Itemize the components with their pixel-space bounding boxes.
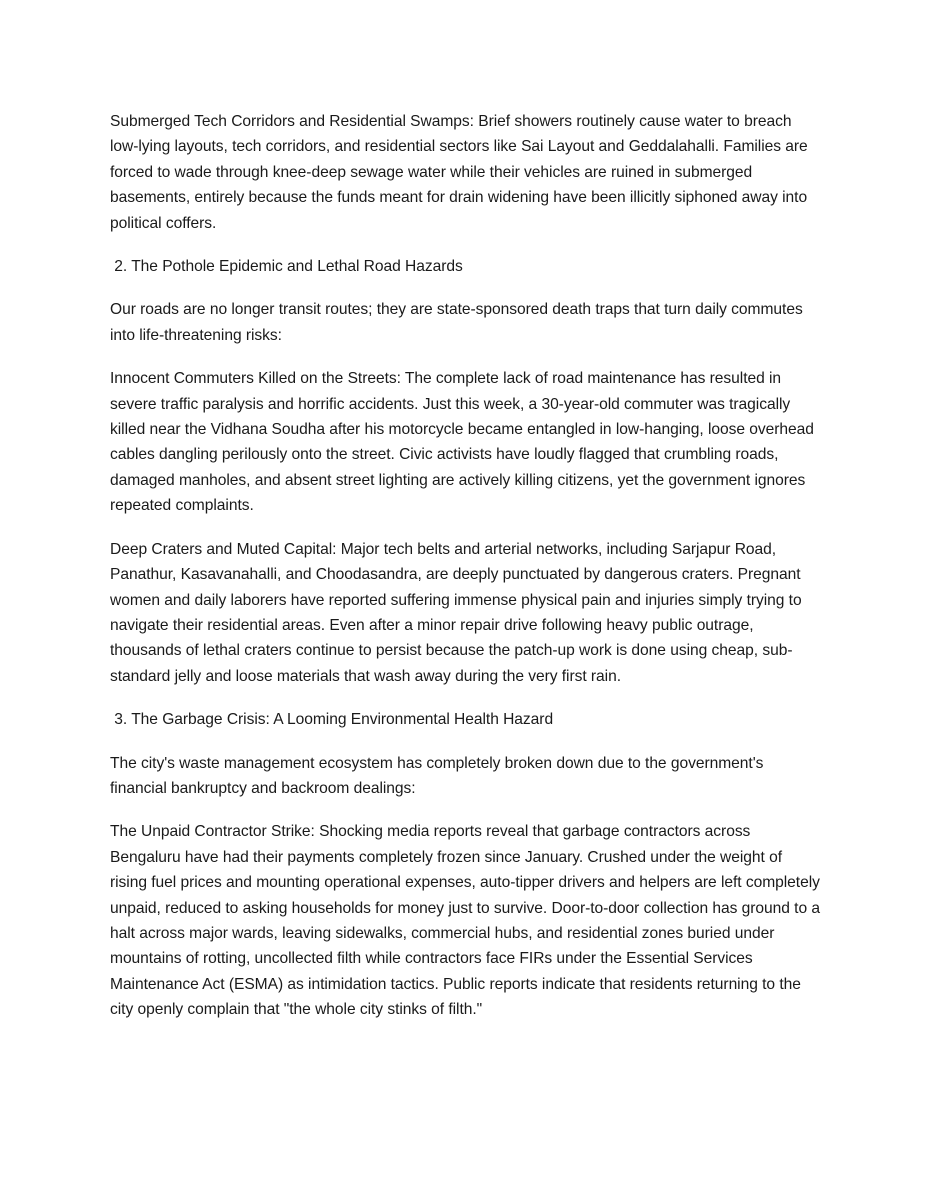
paragraph-deep-craters: Deep Craters and Muted Capital: Major tech belts and arterial networks, including Sarjapur Road, Panathur, Kasavanahalli, and Choodasandra, are deeply punctuated by dangerous craters. Pregnant women and daily laborers have reported suffering immense physical pain and injuries simply trying to navigate their residential areas. Even after a minor repair drive following heavy public outrage, thousands of lethal craters continue to persist because the patch-up work is done using cheap, sub-standard jelly and loose materials that wash away during the very first rain. [110, 540, 802, 685]
section-heading-pothole-epidemic: 2. The Pothole Epidemic and Lethal Road Hazards [110, 258, 463, 276]
paragraph-roads-intro: Our roads are no longer transit routes; they are state-sponsored death traps that turn daily commutes into life-threatening risks: [110, 301, 803, 344]
paragraph-unpaid-contractor-strike: The Unpaid Contractor Strike: Shocking media reports reveal that garbage contractors across Bengaluru have had their payments completely frozen since January. Crushed under the weight of rising fuel prices and mounting operational expenses, auto-tipper drivers and helpers are left completely unpaid, reduced to asking households for money just to survive. Door-to-door collection has ground to a halt across major wards, leaving sidewalks, commercial hubs, and residential zones buried under mountains of rotting, uncollected filth while contractors face FIRs under the Essential Services Maintenance Act (ESMA) as intimidation tactics. Public reports indicate that residents returning to the city openly complain that "the whole city stinks of filth." [110, 823, 820, 1019]
paragraph-commuters-killed: Innocent Commuters Killed on the Streets: The complete lack of road maintenance has resulted in severe traffic paralysis and horrific accidents. Just this week, a 30-year-old commuter was tragically killed near the Vidhana Soudha after his motorcycle became entangled in low-hanging, loose overhead cables dangling perilously onto the street. Civic activists have loudly flagged that crumbling roads, damaged manholes, and absent street lighting are actively killing citizens, yet the government ignores repeated complaints. [110, 370, 814, 515]
document-body [110, 109, 822, 1041]
paragraph-submerged-tech-corridors: Submerged Tech Corridors and Residential Swamps: Brief showers routinely cause water to breach low-lying layouts, tech corridors, and residential sectors like Sai Layout and Geddalahalli. Families are forced to wade through knee-deep sewage water while their vehicles are ruined in submerged basements, entirely because the funds meant for drain widening have been illicitly siphoned away into political coffers. [110, 113, 808, 232]
paragraph-waste-intro: The city's waste management ecosystem has completely broken down due to the government's financial bankruptcy and backroom dealings: [110, 754, 764, 797]
section-heading-garbage-crisis: 3. The Garbage Crisis: A Looming Environmental Health Hazard [110, 711, 554, 729]
